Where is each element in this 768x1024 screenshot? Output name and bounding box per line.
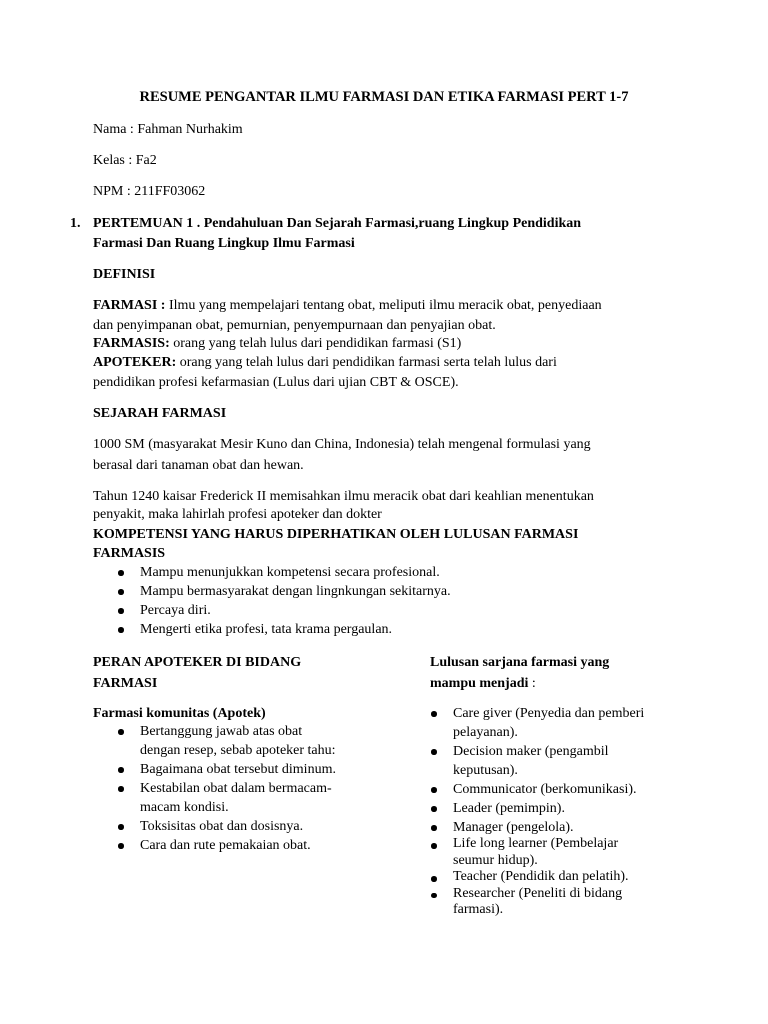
apoteker-definition: orang yang telah lulus dari pendidikan farmasi serta telah lulus dari: [176, 355, 557, 370]
list-item-text: Cara dan rute pemakaian obat.: [140, 838, 311, 853]
list-item-text: Percaya diri.: [140, 603, 211, 618]
list-item: [117, 722, 387, 760]
kompetensi-heading-line2: FARMASIS: [93, 546, 166, 561]
kompetensi-heading-line1: KOMPETENSI YANG HARUS DIPERHATIKAN OLEH LULUSAN FARMASI: [93, 527, 579, 542]
sejarah-p1-line2: berasal dari tanaman obat dan hewan.: [93, 458, 304, 473]
bullet-icon: [118, 843, 124, 849]
list-item-text: Kestabilan obat dalam bermacam-: [140, 781, 332, 796]
list-item-text: Mampu menunjukkan kompetensi secara profesional.: [140, 565, 440, 580]
bullet-icon: [118, 786, 124, 792]
bullet-icon: [118, 570, 124, 576]
bullet-icon: [431, 806, 437, 812]
lulusan-heading-colon: :: [528, 676, 536, 691]
definisi-farmasi-line2: dan penyimpanan obat, pemurnian, penyempurnaan dan penyajian obat.: [93, 318, 496, 333]
definisi-farmasi-line1: [93, 296, 676, 315]
bullet-icon: [118, 627, 124, 633]
lulusan-list-continued: [430, 836, 690, 919]
peran-heading-line1: PERAN APOTEKER DI BIDANG: [93, 655, 302, 670]
list-item-text: pelayanan).: [453, 725, 518, 740]
list-item: [117, 601, 537, 620]
list-item: [117, 563, 537, 582]
lulusan-heading-text: mampu menjadi: [430, 676, 529, 691]
bullet-icon: [431, 711, 437, 717]
bullet-icon: [431, 843, 437, 849]
list-item: [117, 779, 387, 817]
bullet-icon: [431, 876, 437, 882]
list-item-text: macam kondisi.: [140, 800, 229, 815]
list-item: [430, 869, 690, 886]
list-item: [117, 582, 537, 601]
bullet-icon: [118, 589, 124, 595]
list-item-text: Toksisitas obat dan dosisnya.: [140, 819, 304, 834]
list-item-text: Mampu bermasyarakat dengan lingnkungan sekitarnya.: [140, 584, 451, 599]
term-farmasi: FARMASI :: [93, 298, 166, 313]
farmasi-definition: Ilmu yang mempelajari tentang obat, meliputi ilmu meracik obat, penyediaan: [165, 298, 602, 313]
sejarah-p1-line1: 1000 SM (masyarakat Mesir Kuno dan China, Indonesia) telah mengenal formulasi yang: [93, 437, 591, 452]
list-item: [430, 886, 690, 919]
term-apoteker: APOTEKER:: [93, 355, 177, 370]
list-item-text: Decision maker (pengambil: [453, 744, 609, 759]
list-item-text: Bertanggung jawab atas obat: [140, 724, 303, 739]
list-item-text: Leader (pemimpin).: [453, 801, 565, 816]
list-item-text: dengan resep, sebab apoteker tahu:: [140, 743, 336, 758]
sejarah-heading: SEJARAH FARMASI: [93, 406, 227, 421]
student-name: Nama : Fahman Nurhakim: [93, 122, 243, 137]
list-item: [430, 799, 690, 818]
definisi-farmasis: [93, 334, 461, 353]
section-number: 1.: [70, 216, 81, 231]
definisi-apoteker-line2: pendidikan profesi kefarmasian (Lulus dari ujian CBT & OSCE).: [93, 375, 459, 390]
list-item: [117, 836, 387, 855]
list-item: [117, 620, 537, 639]
bullet-icon: [431, 787, 437, 793]
bullet-icon: [431, 749, 437, 755]
list-item: [430, 742, 690, 780]
list-item-text: Care giver (Penyedia dan pemberi: [453, 706, 645, 721]
bullet-icon: [118, 608, 124, 614]
lulusan-heading-line2: [430, 674, 536, 693]
peran-heading-line2: FARMASI: [93, 676, 158, 691]
definisi-apoteker-line1: [93, 353, 557, 372]
bullet-icon: [118, 729, 124, 735]
list-item-text: Bagaimana obat tersebut diminum.: [140, 762, 336, 777]
bullet-icon: [431, 825, 437, 831]
list-item-text: Manager (pengelola).: [453, 820, 574, 835]
term-farmasis: FARMASIS:: [93, 336, 170, 351]
list-item-text: keputusan).: [453, 763, 518, 778]
peran-subheading: Farmasi komunitas (Apotek): [93, 706, 266, 721]
farmasis-definition: orang yang telah lulus dari pendidikan farmasi (S1): [169, 336, 462, 351]
section-heading-line2: Farmasi Dan Ruang Lingkup Ilmu Farmasi: [93, 236, 355, 251]
list-item-text: Life long learner (Pembelajar: [453, 836, 619, 851]
peran-list: [117, 722, 387, 855]
definisi-heading: DEFINISI: [93, 267, 156, 282]
list-item: [117, 817, 387, 836]
kompetensi-list: [117, 563, 537, 639]
list-item-text: seumur hidup).: [453, 852, 538, 868]
list-item: [430, 836, 690, 869]
student-npm: NPM : 211FF03062: [93, 184, 206, 199]
section-heading-line1: PERTEMUAN 1 . Pendahuluan Dan Sejarah Farmasi,ruang Lingkup Pendidikan: [93, 216, 582, 231]
list-item-text: Researcher (Peneliti di bidang: [453, 885, 623, 901]
list-item: [430, 818, 690, 837]
sejarah-p2-line1: Tahun 1240 kaisar Frederick II memisahkan ilmu meracik obat dari keahlian menentukan: [93, 489, 594, 504]
student-class: Kelas : Fa2: [93, 153, 157, 168]
list-item: [117, 760, 387, 779]
bullet-icon: [118, 767, 124, 773]
sejarah-p2-line2: penyakit, maka lahirlah profesi apoteker dan dokter: [93, 507, 382, 522]
list-item-text: Communicator (berkomunikasi).: [453, 782, 637, 797]
list-item: [430, 780, 690, 799]
list-item-text: Mengerti etika profesi, tata krama pergaulan.: [140, 622, 393, 637]
lulusan-heading-line1: Lulusan sarjana farmasi yang: [430, 655, 610, 670]
document-title: RESUME PENGANTAR ILMU FARMASI DAN ETIKA FARMASI PERT 1-7: [139, 89, 629, 105]
bullet-icon: [118, 824, 124, 830]
list-item: [430, 704, 690, 742]
lulusan-list: [430, 704, 690, 837]
list-item-text: Teacher (Pendidik dan pelatih).: [453, 869, 629, 884]
bullet-icon: [431, 893, 437, 899]
list-item-text: farmasi).: [453, 902, 504, 917]
